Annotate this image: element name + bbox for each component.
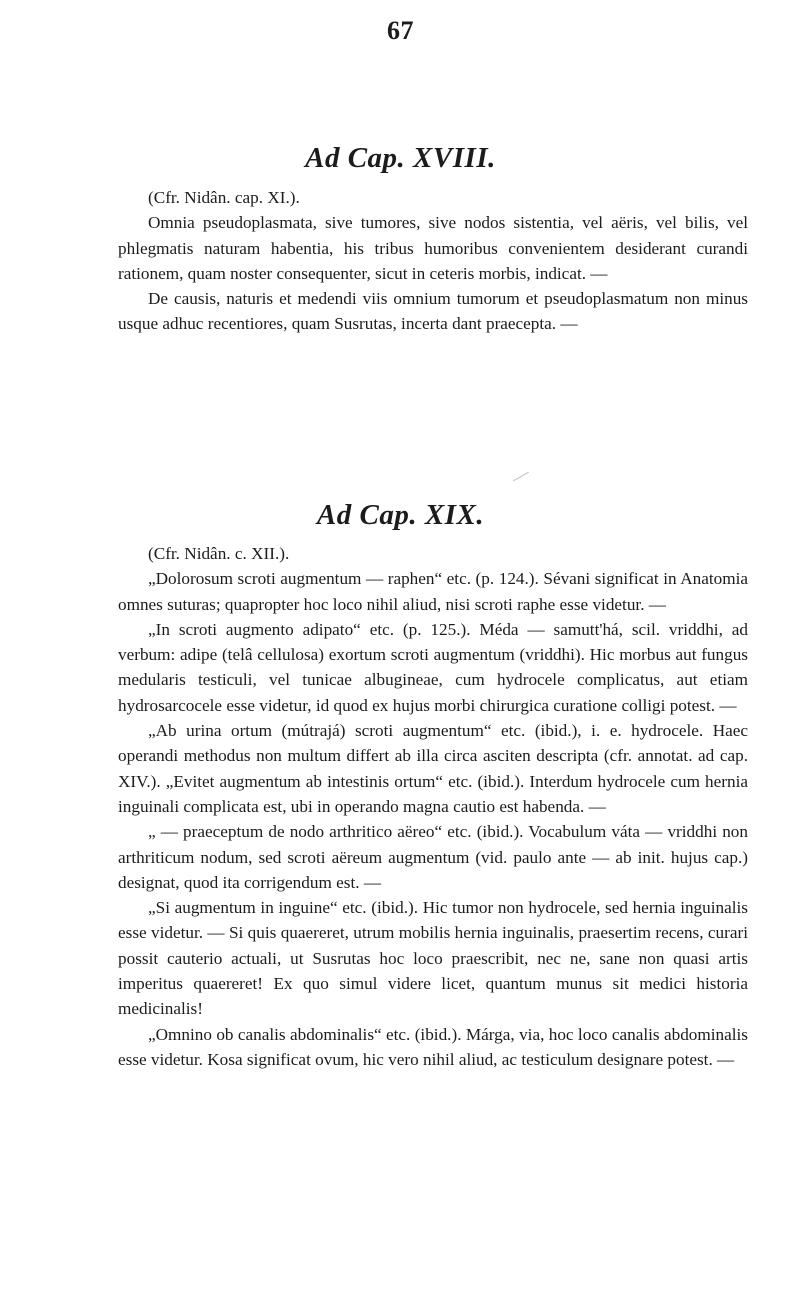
section-body-chapter-19 <box>118 541 748 1072</box>
cross-reference: (Cfr. Nidân. cap. XI.). <box>148 188 300 207</box>
paragraph: „Dolorosum scroti augmentum — raphen“ etc. (p. 124.). Sévani significat in Anatomia omnes suturas; quapropter hoc loco nihil aliud, nisi scroti raphe esse videtur. — <box>118 569 748 614</box>
paragraph: „Si augmentum in inguine“ etc. (ibid.). Hic tumor non hydrocele, sed hernia inguinalis esse videtur. — Si quis quaereret, utrum mobilis hernia inguinalis, praesertim recens, curari possit cauterio actuali, ut Susrutas hoc loco praescribit, nec ne, sane non quasi artis imperitus quaereret! Ex quo simul videre licet, quantum munus sit medici historia medicinalis! <box>118 898 748 1019</box>
paragraph: „Omnino ob canalis abdominalis“ etc. (ibid.). Márga, via, hoc loco canalis abdominalis esse videtur. Kosa significat ovum, hic vero nihil aliud, ac testiculum designare potest. — <box>118 1024 748 1069</box>
cross-reference: (Cfr. Nidân. c. XII.). <box>148 544 290 563</box>
divider-mark <box>513 472 529 482</box>
paragraph: „Ab urina ortum (mútrajá) scroti augmentum“ etc. (ibid.), i. e. hydrocele. Haec operandi methodus non multum differt ab illa circa ascitеn descripta (cfr. annotat. ad cap. XIV.). „Evitet augmentum ab intestinis ortum“ etc. (ibid.). Interdum hydrocele cum hernia inguinali complicata est, ubi in operando magna cautio est habenda. — <box>118 721 748 816</box>
paragraph: De causis, naturis et medendi viis omnium tumorum et pseudoplasmatum non minus usque adhuc recentiores, quam Susrutas, incerta dant praecepta. — <box>118 289 748 334</box>
section-body-chapter-18 <box>118 185 748 337</box>
paragraph: „ — praeceptum de nodo arthritico aëreo“ etc. (ibid.). Vocabulum váta — vriddhi non arthriticum nodum, sed scroti aëreum augmentum (vid. paulo ante — ab init. hujus cap.) designat, quod ita corrigendum est. — <box>118 822 748 892</box>
section-heading-chapter-18: Ad Cap. XVIII. <box>305 142 496 174</box>
paragraph: Omnia pseudoplasmata, sive tumores, sive nodos sistentia, vel aëris, vel bilis, vel phlegmatis naturam habentia, his tribus humoribus convenientem desiderant curandi rationem, quam noster consequenter, sicut in ceteris morbis, indicat. — <box>118 213 748 283</box>
section-heading-chapter-19: Ad Cap. XIX. <box>316 499 485 531</box>
page-number: 67 <box>387 16 414 45</box>
paragraph: „In scroti augmento adipato“ etc. (p. 125.). Méda — samutt'há, scil. vriddhi, ad verbum: adipe (telâ cellulosa) exortum scroti augmentum (vriddhi). Hic morbus aut fungus medularis testiculi, vel tunicae albuginеae, cum hydrocele complicatus, aut etiam hydrosarcocele esse videtur, id quod ex hujus morbi chirurgica curatione colligi potest. — <box>118 619 748 715</box>
